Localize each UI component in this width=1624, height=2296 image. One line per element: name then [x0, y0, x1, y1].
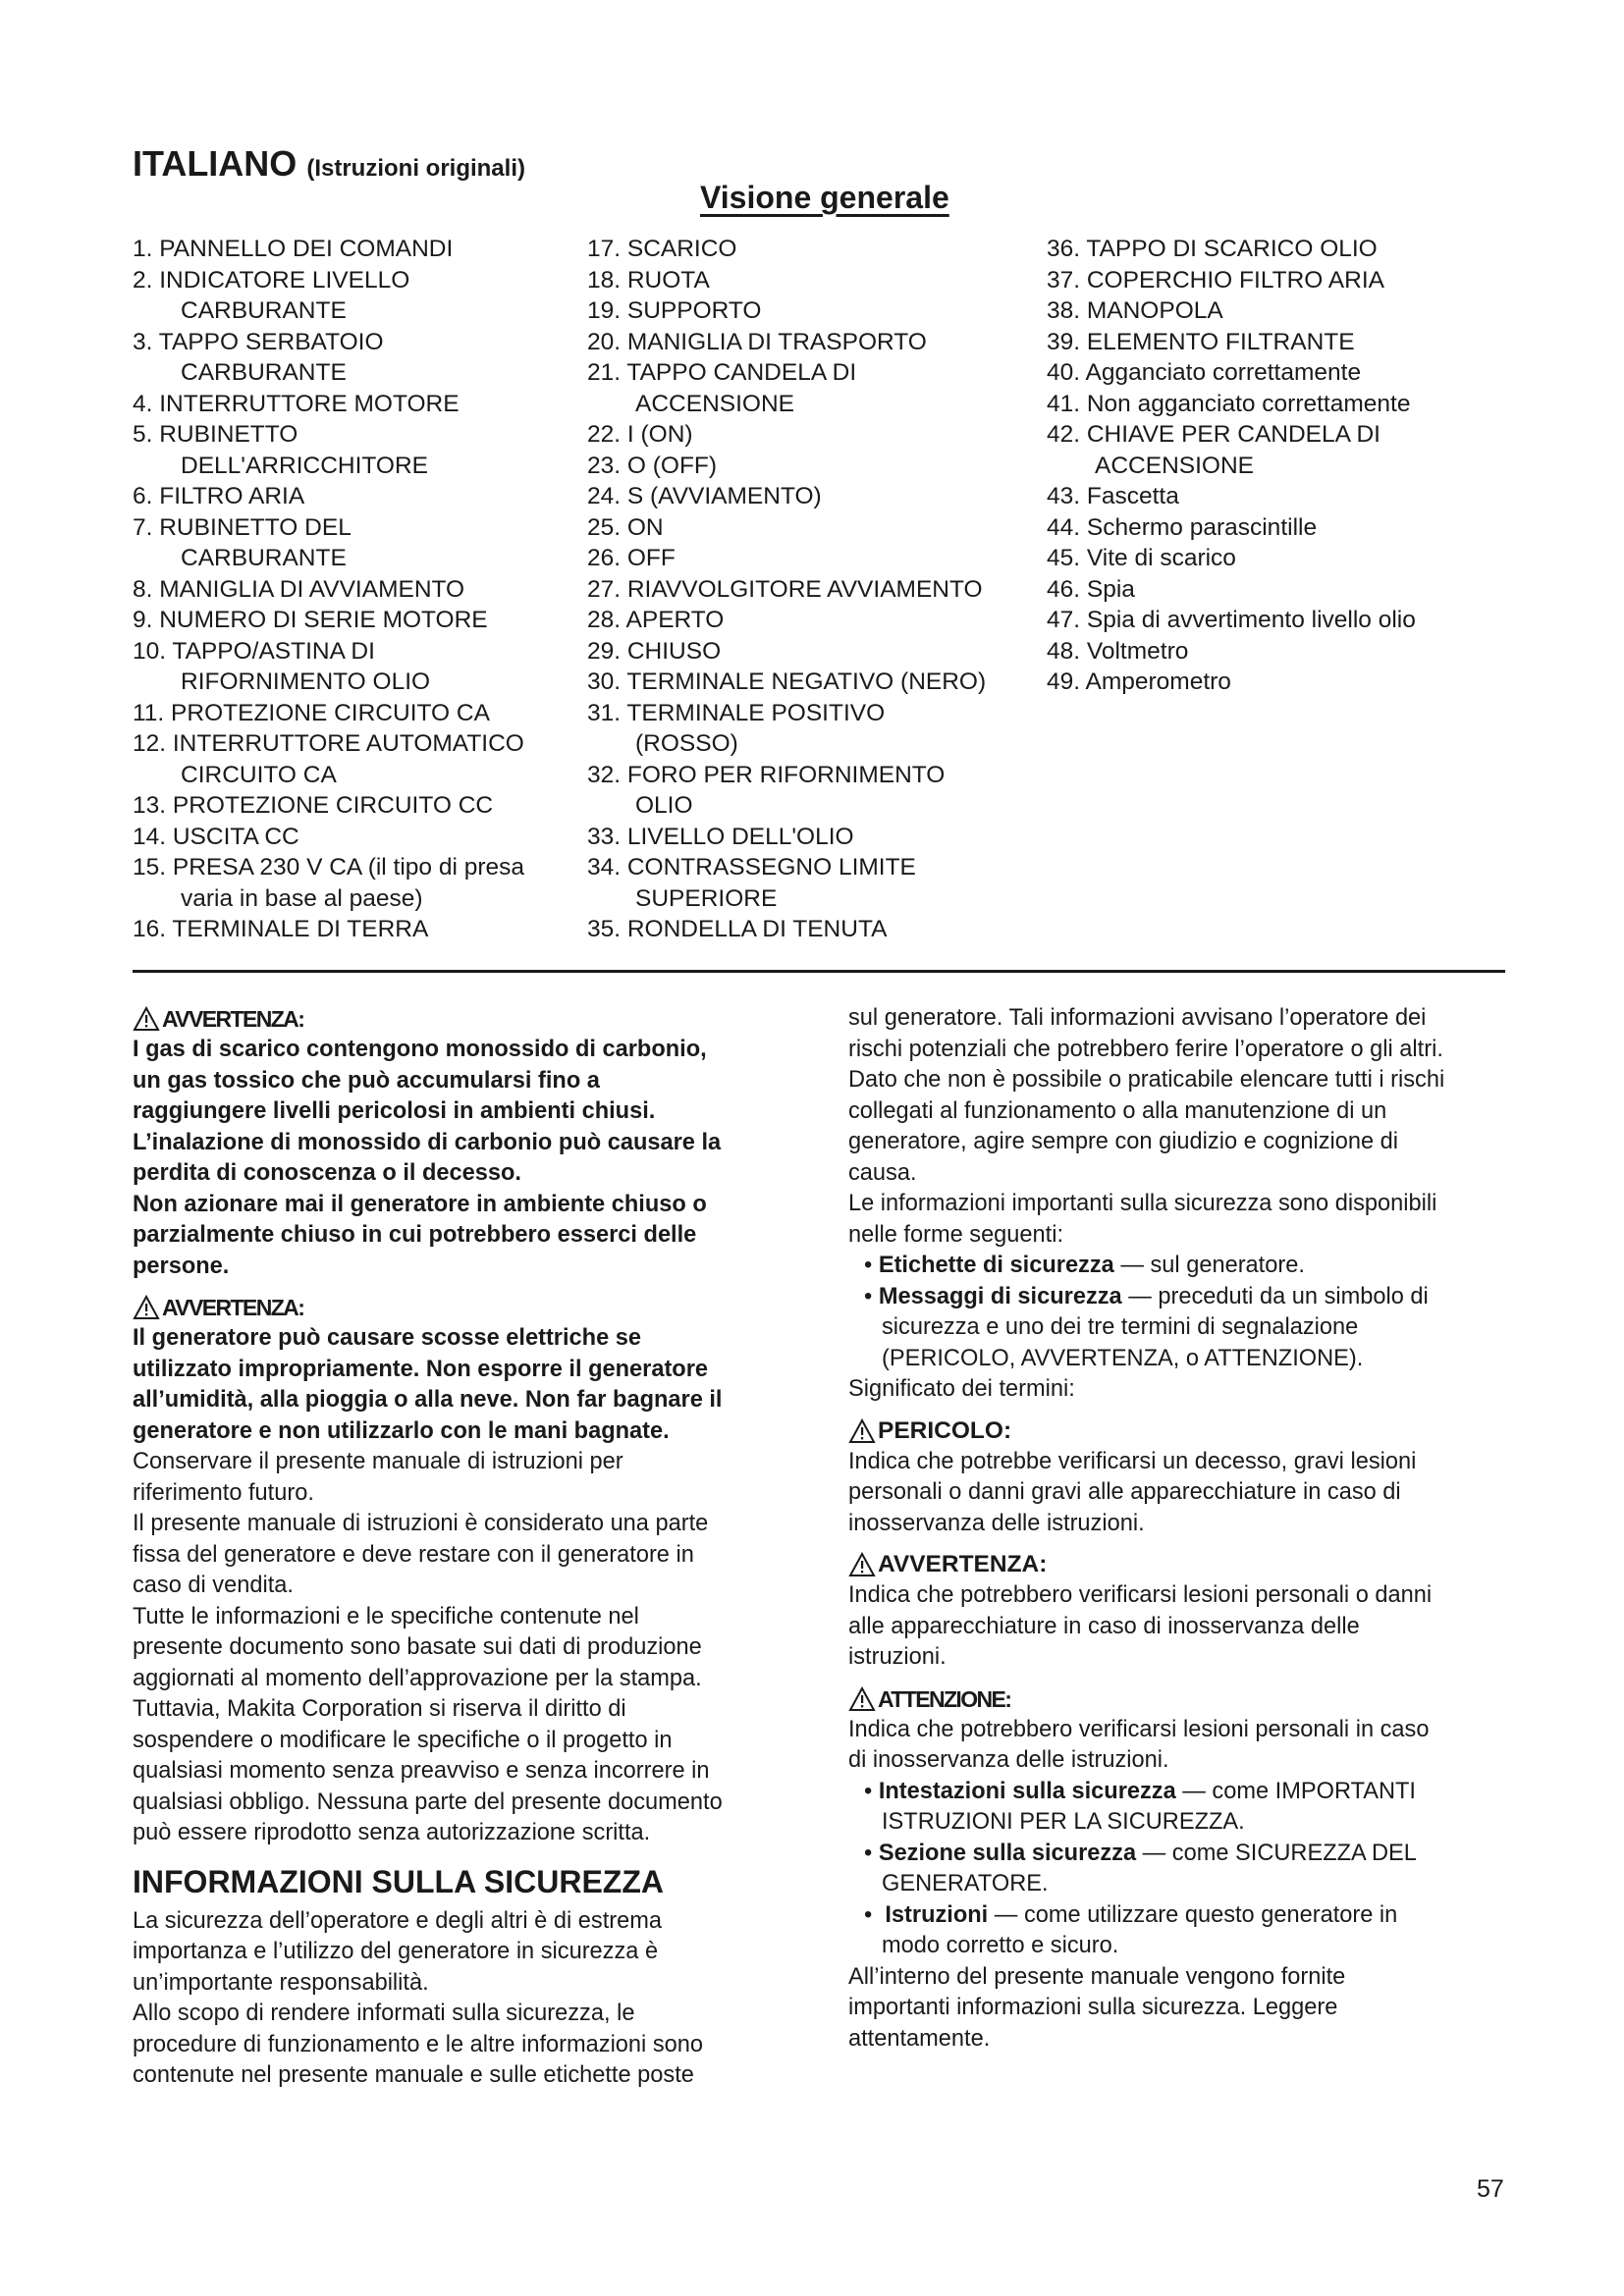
paragraph-line: istruzioni. — [848, 1644, 947, 1670]
warning-text-line: L’inalazione di monossido di carbonio può causare la — [133, 1129, 722, 1155]
parts-list-item: 47. Spia di avvertimento livello olio — [1047, 607, 1416, 633]
warning-heading-1 — [133, 1003, 800, 1035]
bullet-continuation: modo corretto e sicuro. — [882, 1933, 1119, 1958]
paragraph-line: attentamente. — [848, 2025, 991, 2052]
warning-text-line: raggiungere livelli pericolosi in ambienti chiusi. — [133, 1098, 656, 1124]
parts-list-item: 18. RUOTA — [587, 266, 710, 294]
parts-list-item: CIRCUITO CA — [181, 761, 337, 788]
parts-list-item: 16. TERMINALE DI TERRA — [133, 916, 429, 942]
section-divider — [133, 970, 1505, 973]
parts-list-item: ACCENSIONE — [635, 390, 795, 417]
parts-list-item: 21. TAPPO CANDELA DI — [587, 359, 857, 386]
parts-list-column-1 — [133, 234, 565, 945]
warning-triangle-icon — [133, 1006, 160, 1032]
paragraph-line: riferimento futuro. — [133, 1479, 314, 1506]
bullet-continuation: ISTRUZIONI PER LA SICUREZZA. — [882, 1809, 1245, 1835]
language-note: (Istruzioni originali) — [306, 155, 525, 182]
parts-list-item: 49. Amperometro — [1047, 668, 1231, 695]
bullet-item: • Etichette di sicurezza — sul generatore. — [864, 1253, 1305, 1278]
parts-list-item: 39. ELEMENTO FILTRANTE — [1047, 328, 1355, 355]
bullet-term: Messaggi di sicurezza — [878, 1283, 1122, 1309]
bullet-term: Sezione sulla sicurezza — [878, 1840, 1137, 1866]
paragraph-line: Tutte le informazioni e le specifiche contenute nel — [133, 1603, 639, 1629]
warning-text-line: Il generatore può causare scosse elettriche se — [133, 1325, 641, 1351]
parts-list-item: 7. RUBINETTO DEL — [133, 513, 352, 541]
parts-list-item: 12. INTERRUTTORE AUTOMATICO — [133, 730, 524, 757]
parts-list-item: 19. SUPPORTO — [587, 297, 762, 324]
parts-list-item: CARBURANTE — [181, 359, 347, 386]
paragraph-line: contenute nel presente manuale e sulle etichette poste — [133, 2062, 694, 2088]
parts-list-item: (ROSSO) — [635, 730, 738, 757]
paragraph-line: Conservare il presente manuale di istruzioni per — [133, 1449, 623, 1474]
parts-list-item: 13. PROTEZIONE CIRCUITO CC — [133, 792, 494, 819]
parts-list-item: 25. ON — [587, 513, 664, 541]
parts-list-item: 8. MANIGLIA DI AVVIAMENTO — [133, 575, 465, 603]
paragraph-line: personali o danni gravi alle apparecchiature in caso di — [848, 1479, 1401, 1505]
page-number: 57 — [1477, 2175, 1504, 2203]
paragraph-line: alle apparecchiature in caso di inosservanza delle — [848, 1613, 1360, 1639]
paragraph-line: causa. — [848, 1159, 917, 1186]
warning-label: AVVERTENZA: — [162, 1006, 304, 1032]
parts-list-item: 28. APERTO — [587, 607, 725, 633]
parts-list-item: 30. TERMINALE NEGATIVO (NERO) — [587, 668, 987, 695]
paragraph-line: Tuttavia, Makita Corporation si riserva il diritto di — [133, 1696, 626, 1722]
bullet-item: • Intestazioni sulla sicurezza — come IMPORTANTI — [864, 1778, 1416, 1804]
parts-list-item: 43. Fascetta — [1047, 483, 1179, 509]
parts-list-item: 34. CONTRASSEGNO LIMITE — [587, 854, 916, 881]
bullet-text: — come IMPORTANTI — [1175, 1778, 1416, 1804]
parts-list-column-2 — [587, 234, 1039, 945]
parts-list-item: 1. PANNELLO DEI COMANDI — [133, 236, 454, 262]
warning-text-line: all’umidità, alla pioggia o alla neve. Non far bagnare il — [133, 1387, 723, 1413]
paragraph-line: procedure di funzionamento e le altre informazioni sono — [133, 2031, 704, 2057]
bullet-item: • Sezione sulla sicurezza — come SICUREZZA DEL — [864, 1840, 1417, 1866]
warning-triangle-icon — [133, 1295, 160, 1320]
bullet-continuation: GENERATORE. — [882, 1871, 1049, 1896]
bullet-item: • Istruzioni — come utilizzare questo generatore in — [864, 1901, 1398, 1928]
paragraph-line: aggiornati al momento dell’approvazione per la stampa. — [133, 1665, 702, 1691]
paragraph-line: caso di vendita. — [133, 1573, 294, 1598]
spacer — [848, 1539, 1508, 1549]
parts-list-item: SUPERIORE — [635, 884, 778, 912]
parts-list-item: 20. MANIGLIA DI TRASPORTO — [587, 328, 927, 355]
spacer — [848, 1674, 1508, 1683]
parts-list-item: 33. LIVELLO DELL'OLIO — [587, 823, 854, 850]
bullet-text: — come SICUREZZA DEL — [1136, 1840, 1417, 1866]
danger-label: PERICOLO: — [878, 1416, 1012, 1444]
right-text-column — [848, 1003, 1508, 2055]
parts-list-item: 29. CHIUSO — [587, 637, 722, 665]
parts-list-item: 36. TAPPO DI SCARICO OLIO — [1047, 236, 1378, 262]
paragraph-line: generatore, agire sempre con giudizio e cognizione di — [848, 1129, 1399, 1154]
parts-list-item: 4. INTERRUTTORE MOTORE — [133, 390, 460, 417]
warning-triangle-icon — [848, 1552, 876, 1577]
caution-heading — [848, 1683, 1508, 1715]
parts-list-item: 24. S (AVVIAMENTO) — [587, 483, 822, 509]
warning-label: AVVERTENZA: — [878, 1551, 1048, 1577]
paragraph-line: La sicurezza dell’operatore e degli altri è di estrema — [133, 1907, 663, 1934]
parts-list-item: 22. I (ON) — [587, 421, 693, 448]
parts-list-item: 23. O (OFF) — [587, 452, 718, 479]
parts-list-item: 32. FORO PER RIFORNIMENTO — [587, 761, 946, 788]
warning-text-line: un gas tossico che può accumularsi fino a — [133, 1067, 600, 1094]
paragraph-line: sul generatore. Tali informazioni avvisano l’operatore dei — [848, 1005, 1427, 1031]
parts-list-item: 27. RIAVVOLGITORE AVVIAMENTO — [587, 575, 983, 603]
paragraph-line: sospendere o modificare le specifiche o il progetto in — [133, 1727, 673, 1753]
parts-list-item: 31. TERMINALE POSITIVO — [587, 699, 886, 726]
warning-triangle-icon — [848, 1686, 876, 1712]
parts-list-item: DELL'ARRICCHITORE — [181, 452, 428, 479]
paragraph-line: un’importante responsabilità. — [133, 1969, 429, 1996]
warning-text-line: Non azionare mai il generatore in ambiente chiuso o — [133, 1191, 707, 1217]
parts-list-item: 3. TAPPO SERBATOIO — [133, 328, 384, 355]
parts-list-item: 2. INDICATORE LIVELLO — [133, 266, 410, 294]
bullet-term: Intestazioni sulla sicurezza — [878, 1778, 1176, 1804]
paragraph-line: All’interno del presente manuale vengono fornite — [848, 1963, 1346, 1990]
paragraph-line: importanza e l’utilizzo del generatore in sicurezza è — [133, 1939, 659, 1964]
warning-label: AVVERTENZA: — [162, 1295, 304, 1320]
spacer — [848, 1406, 1508, 1415]
parts-list-item: 48. Voltmetro — [1047, 637, 1189, 665]
parts-list-item: CARBURANTE — [181, 545, 347, 571]
parts-list-item: 15. PRESA 230 V CA (il tipo di presa — [133, 854, 525, 881]
bullet-continuation: sicurezza e uno dei tre termini di segnalazione — [882, 1314, 1359, 1340]
spacer — [133, 1282, 800, 1292]
parts-list-item: 46. Spia — [1047, 575, 1135, 603]
paragraph-line: inosservanza delle istruzioni. — [848, 1510, 1145, 1536]
warning-heading-2 — [133, 1292, 800, 1323]
overview-title: Visione generale — [700, 180, 949, 215]
bullet-text: — sul generatore. — [1113, 1253, 1305, 1278]
paragraph-line: Indica che potrebbe verificarsi un decesso, gravi lesioni — [848, 1448, 1417, 1474]
paragraph-line: presente documento sono basate sui dati di produzione — [133, 1634, 702, 1660]
bullet-term: Etichette di sicurezza — [878, 1253, 1114, 1278]
document-language-heading — [133, 143, 525, 185]
parts-list-item: OLIO — [635, 792, 693, 819]
warning-text-line: utilizzato impropriamente. Non esporre il generatore — [133, 1356, 709, 1382]
paragraph-line: di inosservanza delle istruzioni. — [848, 1747, 1169, 1773]
left-text-column — [133, 1003, 800, 2092]
warning-text-line: perdita di conoscenza o il decesso. — [133, 1160, 521, 1186]
parts-list-item: 11. PROTEZIONE CIRCUITO CA — [133, 699, 490, 726]
paragraph-line: qualsiasi obbligo. Nessuna parte del presente documento — [133, 1789, 723, 1815]
parts-list-item: ACCENSIONE — [1095, 452, 1255, 479]
warning-heading-3 — [848, 1549, 1508, 1580]
paragraph-line: Indica che potrebbero verificarsi lesioni personali o danni — [848, 1582, 1433, 1608]
parts-list-item: 26. OFF — [587, 545, 676, 571]
parts-list-item: 38. MANOPOLA — [1047, 297, 1223, 324]
paragraph-line: Il presente manuale di istruzioni è considerato una parte — [133, 1511, 709, 1536]
parts-list-item: 6. FILTRO ARIA — [133, 483, 305, 509]
parts-list-column-3 — [1047, 234, 1479, 698]
language-title: ITALIANO — [133, 143, 298, 184]
paragraph-line: collegati al funzionamento o alla manutenzione di un — [848, 1097, 1387, 1124]
paragraph-line: importanti informazioni sulla sicurezza. Leggere — [848, 1995, 1338, 2020]
parts-list-item: 14. USCITA CC — [133, 823, 299, 850]
danger-heading — [848, 1415, 1508, 1447]
parts-list-item: varia in base al paese) — [181, 884, 423, 912]
parts-list-item: RIFORNIMENTO OLIO — [181, 668, 431, 695]
bullet-item: • Messaggi di sicurezza — preceduti da un simbolo di — [864, 1283, 1429, 1309]
bullet-text: — preceduti da un simbolo di — [1121, 1283, 1429, 1309]
parts-list-item: 44. Schermo parascintille — [1047, 513, 1318, 541]
bullet-text: — come utilizzare questo generatore in — [988, 1901, 1398, 1928]
paragraph-line: qualsiasi momento senza preavviso e senza incorrere in — [133, 1758, 710, 1784]
paragraph-line: fissa del generatore e deve restare con il generatore in — [133, 1541, 694, 1568]
parts-list-item: 5. RUBINETTO — [133, 421, 298, 448]
parts-list-item: CARBURANTE — [181, 297, 347, 324]
paragraph-line: Indica che potrebbero verificarsi lesioni personali in caso — [848, 1716, 1430, 1742]
parts-list-item: 9. NUMERO DI SERIE MOTORE — [133, 607, 488, 633]
parts-list-item: 37. COPERCHIO FILTRO ARIA — [1047, 266, 1384, 294]
warning-triangle-icon — [848, 1418, 876, 1444]
bullet-continuation: (PERICOLO, AVVERTENZA, o ATTENZIONE). — [882, 1345, 1364, 1371]
warning-text-line: persone. — [133, 1253, 230, 1279]
paragraph-line: Le informazioni importanti sulla sicurezza sono disponibili — [848, 1191, 1437, 1216]
paragraph-line: Dato che non è possibile o praticabile elencare tutti i rischi — [848, 1067, 1445, 1093]
paragraph-line: Significato dei termini: — [848, 1376, 1075, 1402]
paragraph-line: Allo scopo di rendere informati sulla sicurezza, le — [133, 2001, 635, 2026]
paragraph-line: può essere riprodotto senza autorizzazione scritta. — [133, 1820, 651, 1845]
warning-text-line: I gas di scarico contengono monossido di carbonio, — [133, 1037, 707, 1062]
parts-list-item: 40. Agganciato correttamente — [1047, 359, 1362, 386]
warning-text-line: generatore e non utilizzarlo con le mani bagnate. — [133, 1417, 670, 1444]
parts-list-item: 42. CHIAVE PER CANDELA DI — [1047, 421, 1380, 448]
parts-list-item: 17. SCARICO — [587, 236, 737, 262]
parts-list-item: 35. RONDELLA DI TENUTA — [587, 916, 888, 942]
paragraph-line: rischi potenziali che potrebbero ferire l’operatore o gli altri. — [848, 1036, 1443, 1062]
safety-section-title: INFORMAZIONI SULLA SICUREZZA — [133, 1863, 664, 1899]
caution-label: ATTENZIONE: — [878, 1685, 1011, 1712]
paragraph-line: nelle forme seguenti: — [848, 1221, 1064, 1248]
parts-list-item: 45. Vite di scarico — [1047, 545, 1236, 571]
warning-text-line: parzialmente chiuso in cui potrebbero esserci delle — [133, 1222, 697, 1248]
parts-list-item: 41. Non agganciato correttamente — [1047, 390, 1411, 417]
bullet-term: Istruzioni — [885, 1901, 989, 1928]
parts-list-item: 10. TAPPO/ASTINA DI — [133, 637, 375, 665]
